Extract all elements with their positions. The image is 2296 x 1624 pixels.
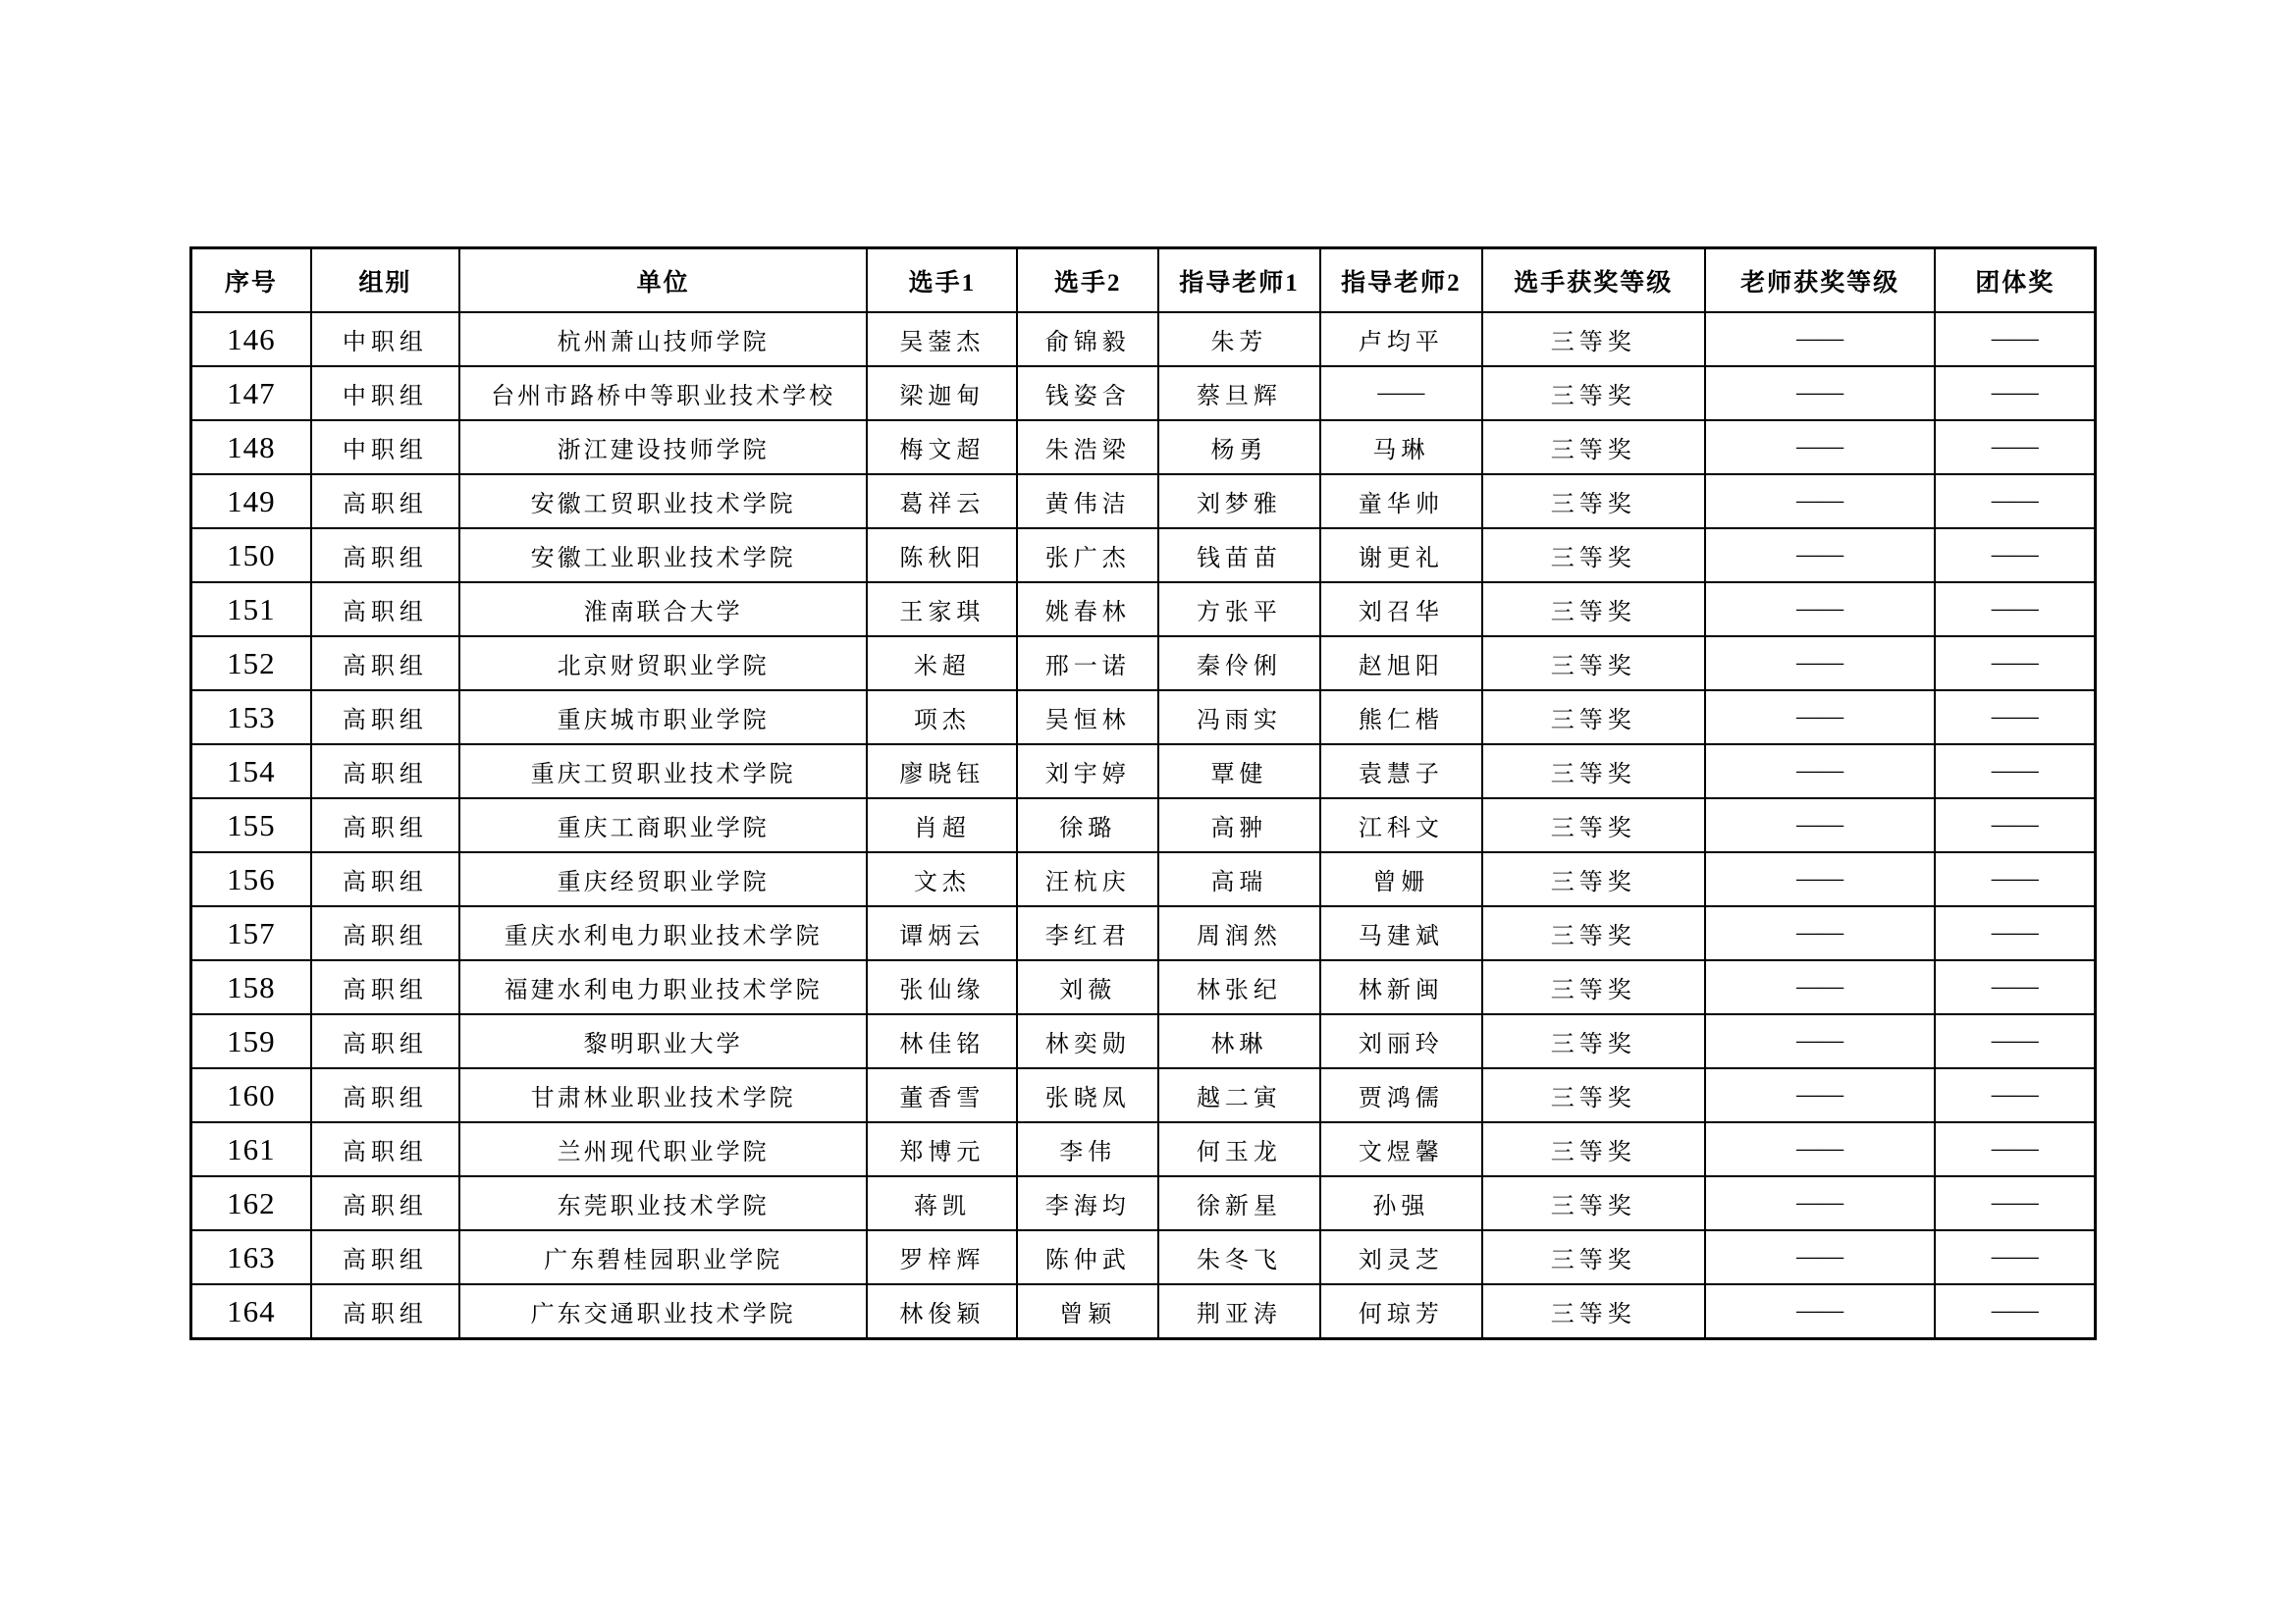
table-cell: 中职组 <box>311 366 459 420</box>
table-cell: 安徽工业职业技术学院 <box>459 528 867 582</box>
table-cell: 杭州萧山技师学院 <box>459 312 867 366</box>
table-cell: 吴恒林 <box>1017 690 1158 744</box>
table-cell: —— <box>1705 1284 1936 1339</box>
header-row <box>191 248 2096 313</box>
column-header: 指导老师2 <box>1320 248 1482 313</box>
table-cell: 黄伟洁 <box>1017 474 1158 528</box>
table-cell: 赵旭阳 <box>1320 636 1482 690</box>
table-cell: 三等奖 <box>1482 1230 1705 1284</box>
table-cell: 160 <box>191 1068 311 1122</box>
table-cell: —— <box>1705 474 1936 528</box>
table-cell: 三等奖 <box>1482 528 1705 582</box>
table-cell: 高职组 <box>311 1068 459 1122</box>
table-cell: 徐新星 <box>1158 1176 1320 1230</box>
table-row <box>191 1230 2096 1284</box>
table-cell: —— <box>1705 582 1936 636</box>
table-cell: 三等奖 <box>1482 690 1705 744</box>
table-cell: 高职组 <box>311 1176 459 1230</box>
column-header: 单位 <box>459 248 867 313</box>
table-cell: —— <box>1935 420 2095 474</box>
table-cell: —— <box>1705 1176 1936 1230</box>
table-cell: —— <box>1935 636 2095 690</box>
table-cell: 高职组 <box>311 582 459 636</box>
table-cell: 重庆工贸职业技术学院 <box>459 744 867 798</box>
table-cell: 三等奖 <box>1482 474 1705 528</box>
table-row <box>191 366 2096 420</box>
table-cell: 161 <box>191 1122 311 1176</box>
table-cell: 163 <box>191 1230 311 1284</box>
table-row <box>191 1014 2096 1068</box>
table-cell: —— <box>1705 528 1936 582</box>
table-cell: —— <box>1705 636 1936 690</box>
table-row <box>191 906 2096 960</box>
table-cell: 曾颖 <box>1017 1284 1158 1339</box>
table-row <box>191 852 2096 906</box>
table-cell: 邢一诺 <box>1017 636 1158 690</box>
table-cell: 钱苗苗 <box>1158 528 1320 582</box>
table-cell: 刘丽玲 <box>1320 1014 1482 1068</box>
table-cell: —— <box>1935 690 2095 744</box>
table-cell: 高职组 <box>311 960 459 1014</box>
table-cell: 梅文超 <box>867 420 1017 474</box>
table-cell: 重庆水利电力职业技术学院 <box>459 906 867 960</box>
table-row <box>191 960 2096 1014</box>
table-body <box>191 312 2096 1339</box>
table-cell: 肖超 <box>867 798 1017 852</box>
table-cell: 三等奖 <box>1482 1014 1705 1068</box>
table-cell: 文煜馨 <box>1320 1122 1482 1176</box>
table-cell: 廖晓钰 <box>867 744 1017 798</box>
table-cell: 越二寅 <box>1158 1068 1320 1122</box>
table-cell: 重庆经贸职业学院 <box>459 852 867 906</box>
table-cell: 150 <box>191 528 311 582</box>
table-cell: —— <box>1320 366 1482 420</box>
table-cell: 三等奖 <box>1482 1176 1705 1230</box>
table-cell: 李海均 <box>1017 1176 1158 1230</box>
table-cell: 146 <box>191 312 311 366</box>
column-header: 选手2 <box>1017 248 1158 313</box>
table-row <box>191 528 2096 582</box>
table-cell: 张仙缘 <box>867 960 1017 1014</box>
table-cell: 林佳铭 <box>867 1014 1017 1068</box>
table-cell: 三等奖 <box>1482 744 1705 798</box>
table-cell: 高职组 <box>311 744 459 798</box>
table-row <box>191 798 2096 852</box>
table-cell: 蒋凯 <box>867 1176 1017 1230</box>
column-header: 组别 <box>311 248 459 313</box>
table-cell: 淮南联合大学 <box>459 582 867 636</box>
table-cell: 荆亚涛 <box>1158 1284 1320 1339</box>
column-header: 选手获奖等级 <box>1482 248 1705 313</box>
table-row <box>191 1122 2096 1176</box>
table-cell: 151 <box>191 582 311 636</box>
table-cell: 高职组 <box>311 1230 459 1284</box>
table-cell: —— <box>1705 852 1936 906</box>
table-cell: 郑博元 <box>867 1122 1017 1176</box>
table-cell: 三等奖 <box>1482 582 1705 636</box>
table-cell: —— <box>1935 474 2095 528</box>
table-cell: 刘灵芝 <box>1320 1230 1482 1284</box>
table-cell: 米超 <box>867 636 1017 690</box>
table-cell: 张晓凤 <box>1017 1068 1158 1122</box>
table-cell: 林俊颖 <box>867 1284 1017 1339</box>
column-header: 选手1 <box>867 248 1017 313</box>
column-header: 序号 <box>191 248 311 313</box>
table-cell: 162 <box>191 1176 311 1230</box>
table-cell: 158 <box>191 960 311 1014</box>
table-cell: 葛祥云 <box>867 474 1017 528</box>
table-cell: 林新闽 <box>1320 960 1482 1014</box>
table-cell: 罗梓辉 <box>867 1230 1017 1284</box>
table-row <box>191 420 2096 474</box>
table-cell: 刘梦雅 <box>1158 474 1320 528</box>
table-cell: 梁迦甸 <box>867 366 1017 420</box>
table-cell: 高翀 <box>1158 798 1320 852</box>
table-cell: 广东碧桂园职业学院 <box>459 1230 867 1284</box>
table-cell: 陈仲武 <box>1017 1230 1158 1284</box>
table-cell: —— <box>1705 1014 1936 1068</box>
table-cell: 三等奖 <box>1482 636 1705 690</box>
table-cell: —— <box>1935 312 2095 366</box>
table-cell: 中职组 <box>311 420 459 474</box>
table-cell: 吴蓥杰 <box>867 312 1017 366</box>
table-cell: 高职组 <box>311 798 459 852</box>
table-cell: 谢更礼 <box>1320 528 1482 582</box>
table-cell: 三等奖 <box>1482 1284 1705 1339</box>
table-cell: 兰州现代职业学院 <box>459 1122 867 1176</box>
table-cell: 高瑞 <box>1158 852 1320 906</box>
table-cell: 李红君 <box>1017 906 1158 960</box>
table-cell: 朱芳 <box>1158 312 1320 366</box>
table-cell: —— <box>1935 1176 2095 1230</box>
table-cell: 164 <box>191 1284 311 1339</box>
table-cell: 朱浩梁 <box>1017 420 1158 474</box>
table-cell: 156 <box>191 852 311 906</box>
table-cell: —— <box>1705 744 1936 798</box>
table-row <box>191 1068 2096 1122</box>
table-cell: 高职组 <box>311 906 459 960</box>
table-cell: 朱冬飞 <box>1158 1230 1320 1284</box>
table-cell: 三等奖 <box>1482 1122 1705 1176</box>
table-cell: 汪杭庆 <box>1017 852 1158 906</box>
table-cell: 钱姿含 <box>1017 366 1158 420</box>
table-cell: 福建水利电力职业技术学院 <box>459 960 867 1014</box>
table-cell: 李伟 <box>1017 1122 1158 1176</box>
table-cell: 高职组 <box>311 636 459 690</box>
table-cell: 刘宇婷 <box>1017 744 1158 798</box>
table-row <box>191 744 2096 798</box>
column-header: 团体奖 <box>1935 248 2095 313</box>
table-cell: 陈秋阳 <box>867 528 1017 582</box>
table-cell: 149 <box>191 474 311 528</box>
table-cell: 覃健 <box>1158 744 1320 798</box>
table-cell: 徐璐 <box>1017 798 1158 852</box>
table-cell: 马建斌 <box>1320 906 1482 960</box>
table-cell: 高职组 <box>311 852 459 906</box>
table-cell: 三等奖 <box>1482 420 1705 474</box>
table-cell: 东莞职业技术学院 <box>459 1176 867 1230</box>
table-cell: 高职组 <box>311 474 459 528</box>
table-cell: —— <box>1705 366 1936 420</box>
table-cell: 甘肃林业职业技术学院 <box>459 1068 867 1122</box>
table-cell: 高职组 <box>311 1014 459 1068</box>
table-cell: —— <box>1935 906 2095 960</box>
table-cell: —— <box>1705 420 1936 474</box>
table-cell: 147 <box>191 366 311 420</box>
column-header: 老师获奖等级 <box>1705 248 1936 313</box>
table-cell: —— <box>1935 1230 2095 1284</box>
table-cell: 153 <box>191 690 311 744</box>
table-cell: 157 <box>191 906 311 960</box>
table-cell: 孙强 <box>1320 1176 1482 1230</box>
table-row <box>191 636 2096 690</box>
table-cell: 高职组 <box>311 528 459 582</box>
table-cell: 高职组 <box>311 1284 459 1339</box>
table-cell: 周润然 <box>1158 906 1320 960</box>
table-cell: 重庆城市职业学院 <box>459 690 867 744</box>
table-cell: —— <box>1935 1122 2095 1176</box>
table-cell: 袁慧子 <box>1320 744 1482 798</box>
table-cell: 卢均平 <box>1320 312 1482 366</box>
table-row <box>191 582 2096 636</box>
table-cell: 蔡旦辉 <box>1158 366 1320 420</box>
table-cell: —— <box>1935 852 2095 906</box>
table-cell: —— <box>1705 312 1936 366</box>
column-header: 指导老师1 <box>1158 248 1320 313</box>
table-cell: 中职组 <box>311 312 459 366</box>
table-cell: —— <box>1935 1068 2095 1122</box>
table-cell: 高职组 <box>311 690 459 744</box>
table-cell: 三等奖 <box>1482 366 1705 420</box>
table-cell: —— <box>1705 1230 1936 1284</box>
table-cell: 贾鸿儒 <box>1320 1068 1482 1122</box>
table-cell: —— <box>1935 366 2095 420</box>
table-row <box>191 690 2096 744</box>
table-cell: 熊仁楷 <box>1320 690 1482 744</box>
table-cell: 项杰 <box>867 690 1017 744</box>
table-cell: 刘薇 <box>1017 960 1158 1014</box>
table-cell: 童华帅 <box>1320 474 1482 528</box>
results-table <box>189 246 2097 1340</box>
table-cell: —— <box>1705 906 1936 960</box>
table-cell: —— <box>1705 960 1936 1014</box>
table-cell: 王家琪 <box>867 582 1017 636</box>
table-cell: 三等奖 <box>1482 906 1705 960</box>
table-cell: 杨勇 <box>1158 420 1320 474</box>
table-cell: 林张纪 <box>1158 960 1320 1014</box>
table-cell: 三等奖 <box>1482 798 1705 852</box>
table-cell: 三等奖 <box>1482 960 1705 1014</box>
table-cell: —— <box>1935 1014 2095 1068</box>
table-cell: 浙江建设技师学院 <box>459 420 867 474</box>
table-cell: 148 <box>191 420 311 474</box>
table-row <box>191 312 2096 366</box>
table-cell: 江科文 <box>1320 798 1482 852</box>
table-cell: 三等奖 <box>1482 1068 1705 1122</box>
table-cell: 董香雪 <box>867 1068 1017 1122</box>
table-cell: 安徽工贸职业技术学院 <box>459 474 867 528</box>
table-cell: 152 <box>191 636 311 690</box>
table-cell: 何玉龙 <box>1158 1122 1320 1176</box>
table-cell: —— <box>1935 960 2095 1014</box>
table-cell: 广东交通职业技术学院 <box>459 1284 867 1339</box>
table-cell: 姚春林 <box>1017 582 1158 636</box>
table-cell: 张广杰 <box>1017 528 1158 582</box>
table-row <box>191 474 2096 528</box>
table-cell: 重庆工商职业学院 <box>459 798 867 852</box>
table-cell: 何琼芳 <box>1320 1284 1482 1339</box>
table-cell: —— <box>1935 1284 2095 1339</box>
table-cell: 曾姗 <box>1320 852 1482 906</box>
table-row <box>191 1284 2096 1339</box>
table-cell: —— <box>1935 528 2095 582</box>
table-cell: 台州市路桥中等职业技术学校 <box>459 366 867 420</box>
table-cell: 三等奖 <box>1482 852 1705 906</box>
table-cell: 159 <box>191 1014 311 1068</box>
table-cell: —— <box>1705 1068 1936 1122</box>
table-cell: —— <box>1705 690 1936 744</box>
table-cell: 三等奖 <box>1482 312 1705 366</box>
table-cell: —— <box>1935 582 2095 636</box>
table-cell: —— <box>1935 744 2095 798</box>
table-cell: 方张平 <box>1158 582 1320 636</box>
table-cell: 刘召华 <box>1320 582 1482 636</box>
table-cell: —— <box>1935 798 2095 852</box>
table-cell: 北京财贸职业学院 <box>459 636 867 690</box>
table-cell: 马琳 <box>1320 420 1482 474</box>
table-row <box>191 1176 2096 1230</box>
table-cell: 谭炳云 <box>867 906 1017 960</box>
table-cell: —— <box>1705 1122 1936 1176</box>
table-cell: 冯雨实 <box>1158 690 1320 744</box>
table-cell: 秦伶俐 <box>1158 636 1320 690</box>
table-cell: —— <box>1705 798 1936 852</box>
table-cell: 林奕勋 <box>1017 1014 1158 1068</box>
table-cell: 文杰 <box>867 852 1017 906</box>
table-cell: 俞锦毅 <box>1017 312 1158 366</box>
table-cell: 黎明职业大学 <box>459 1014 867 1068</box>
table-cell: 155 <box>191 798 311 852</box>
table-cell: 林琳 <box>1158 1014 1320 1068</box>
table-cell: 高职组 <box>311 1122 459 1176</box>
table-cell: 154 <box>191 744 311 798</box>
